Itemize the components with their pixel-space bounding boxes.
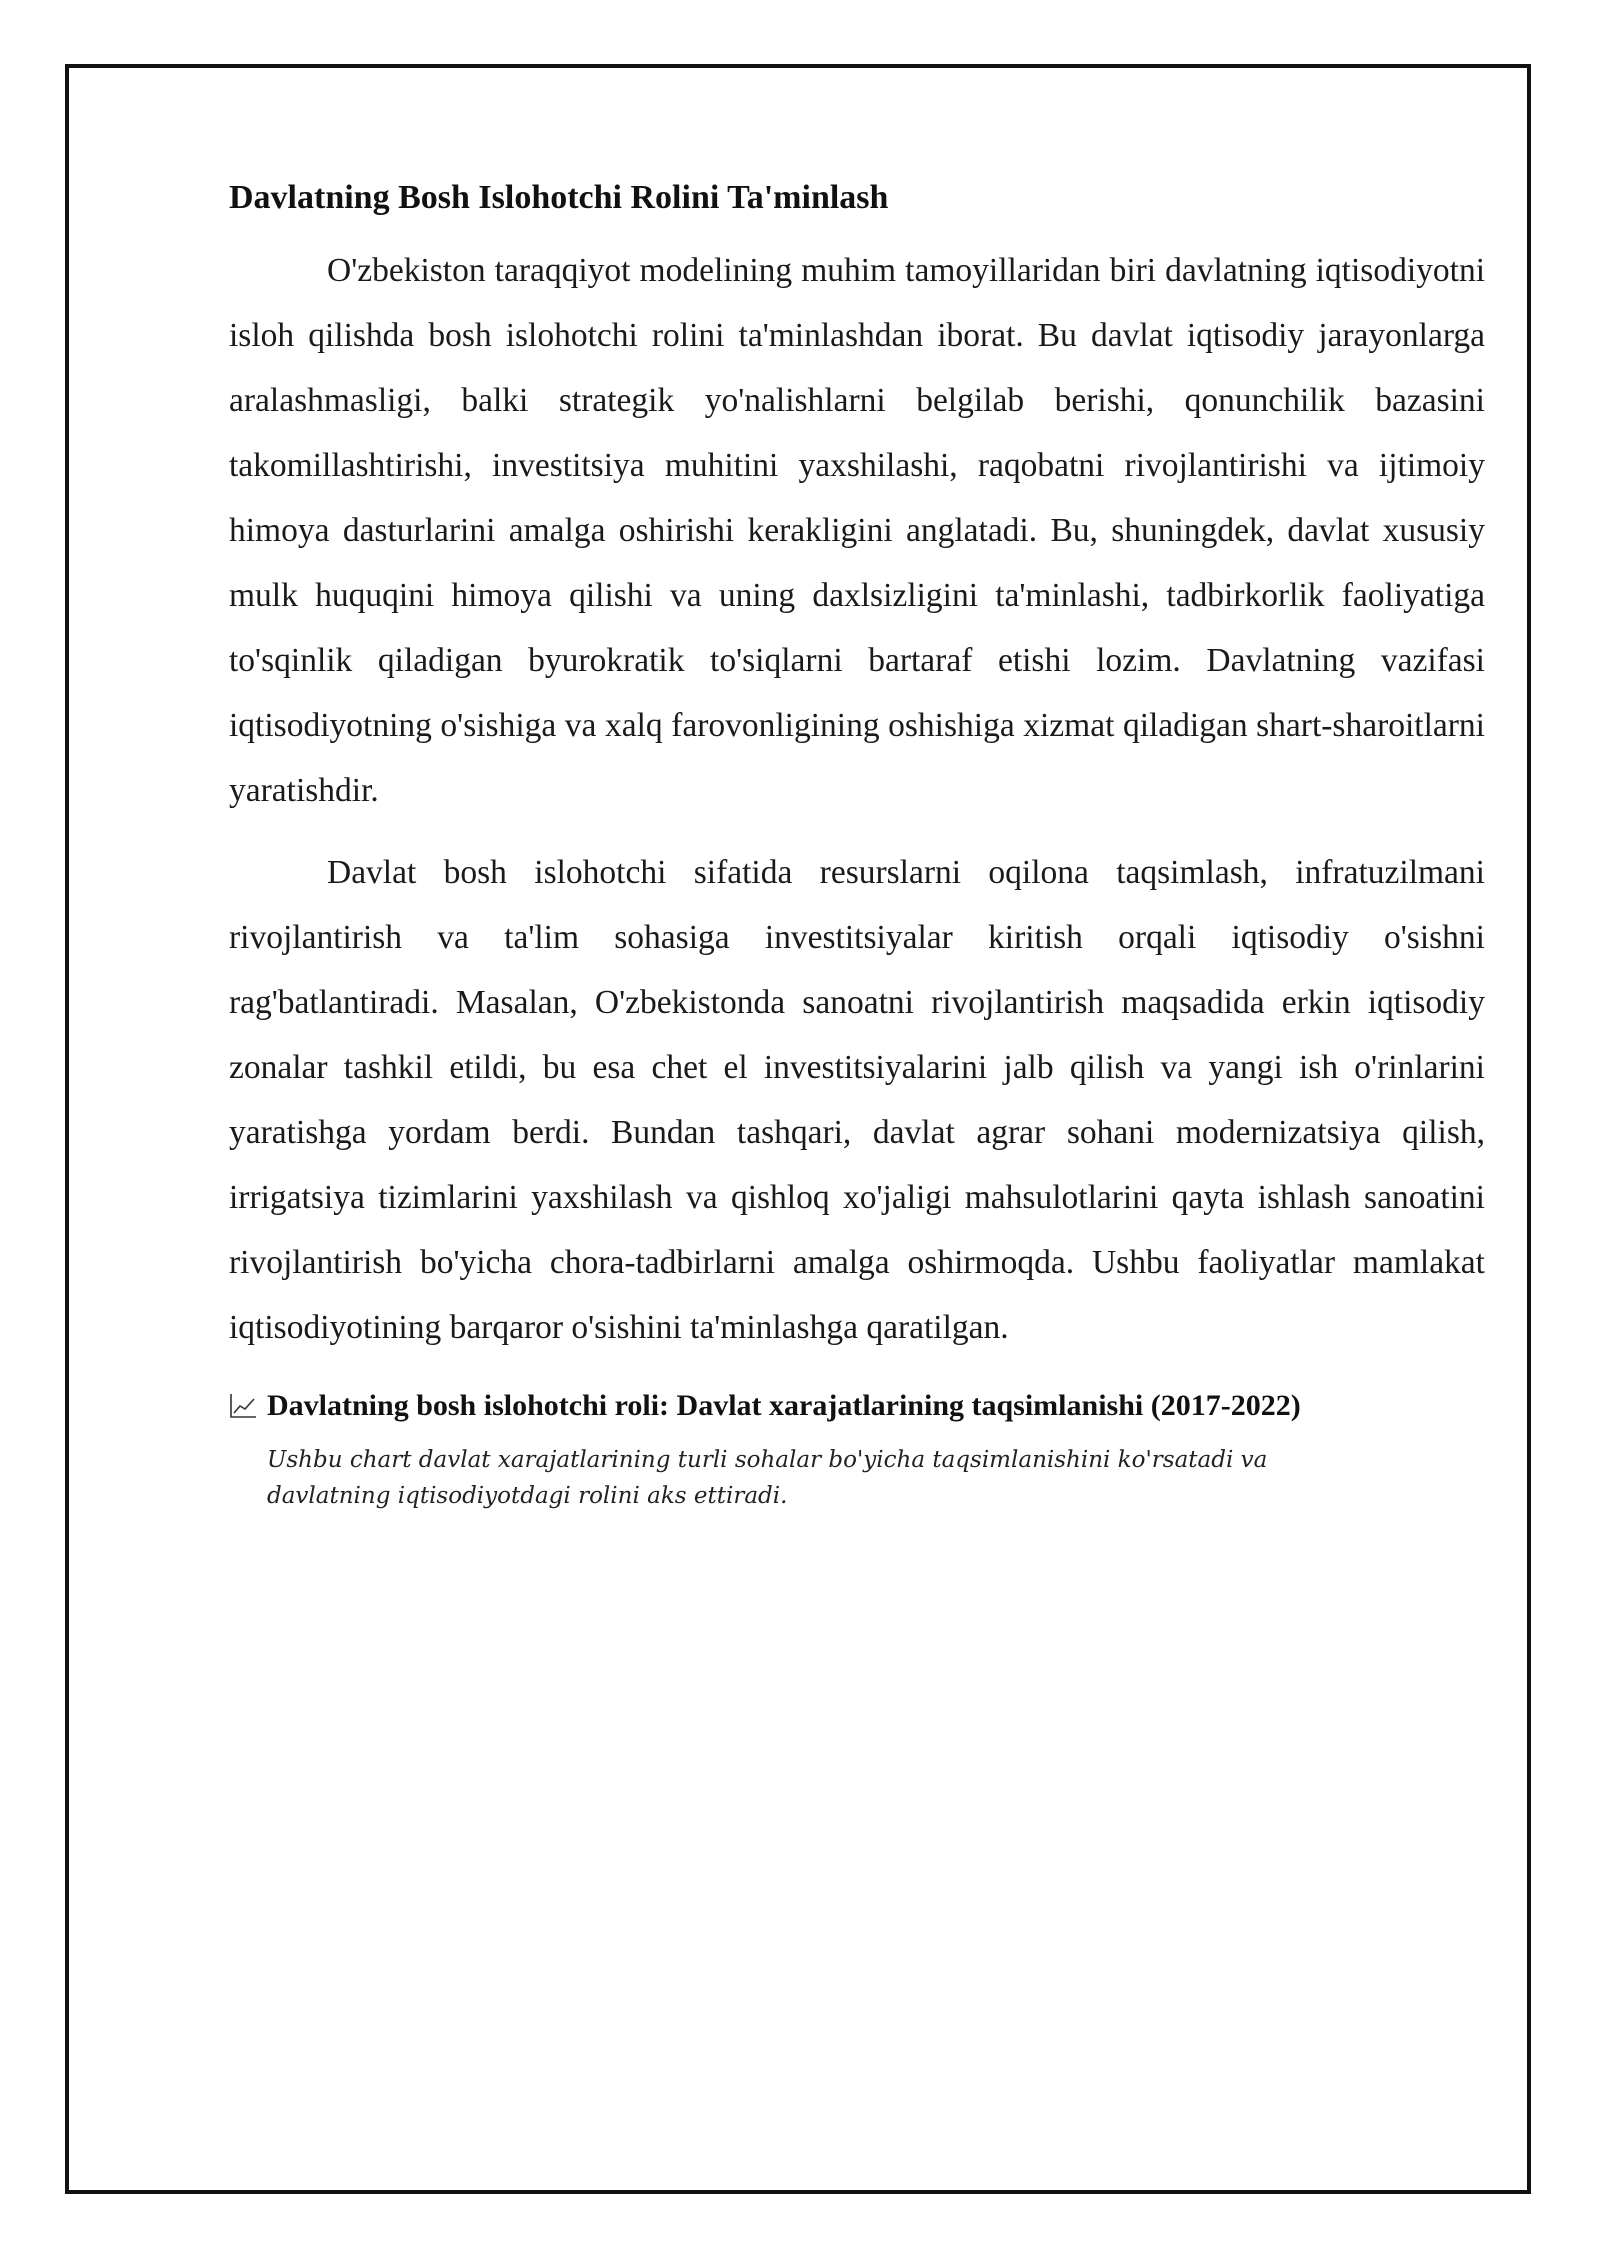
chart-block [229, 1384, 1485, 1514]
chart-increasing-icon [229, 1393, 257, 1419]
body-paragraph-2: Davlat bosh islohotchi sifatida resurslarni oqilona taqsimlash, infratuzilmani rivojlantirish va ta'lim sohasiga investitsiyalar kiritish orqali iqtisodiy o'sishni rag'batlantiradi. Masalan, O'zbekistonda sanoatni rivojlantirish maqsadida erkin iqtisodiy zonalar tashkil etildi, bu esa chet el investitsiyalarini jalb qilish va yangi ish o'rinlarini yaratishga yordam berdi. Bundan tashqari, davlat agrar sohani modernizatsiya qilish, irrigatsiya tizimlarini yaxshilash va qishloq xo'jaligi mahsulotlarini qayta ishlash sanoatini rivojlantirish bo'yicha chora-tadbirlarni amalga oshirmoqda. Ushbu faoliyatlar mamlakat iqtisodiyotining barqaror o'sishini ta'minlashga qaratilgan. [229, 854, 1485, 1346]
body-paragraph-1: O'zbekiston taraqqiyot modelining muhim tamoyillaridan biri davlatning iqtisodiyotni isloh qilishda bosh islohotchi rolini ta'minlashdan iborat. Bu davlat iqtisodiy jarayonlarga aralashmasligi, balki strategik yo'nalishlarni belgilab berishi, qonunchilik bazasini takomillashtirishi, investitsiya muhitini yaxshilashi, raqobatni rivojlantirishi va ijtimoiy himoya dasturlarini amalga oshirishi kerakligini anglatadi. Bu, shuningdek, davlat xususiy mulk huquqini himoya qilishi va uning daxlsizligini ta'minlashi, tadbirkorlik faoliyatiga to'sqinlik qiladigan byurokratik to'siqlarni bartaraf etishi lozim. Davlatning vazifasi iqtisodiyotning o'sishiga va xalq farovonligining oshishiga xizmat qiladigan shart-sharoitlarni yaratishdir. [229, 252, 1485, 809]
chart-title: Davlatning bosh islohotchi roli: Davlat xarajatlarining taqsimlanishi (2017-2022) [267, 1389, 1301, 1422]
section-heading: Davlatning Bosh Islohotchi Rolini Ta'minlash [229, 179, 889, 216]
chart-title-row [229, 1384, 1485, 1428]
page-content [229, 172, 1485, 1514]
chart-caption: Ushbu chart davlat xarajatlarining turli sohalar bo'yicha taqsimlanishini ko'rsatadi va davlatning iqtisodiyotdagi rolini aks ettiradi. [267, 1447, 1268, 1509]
